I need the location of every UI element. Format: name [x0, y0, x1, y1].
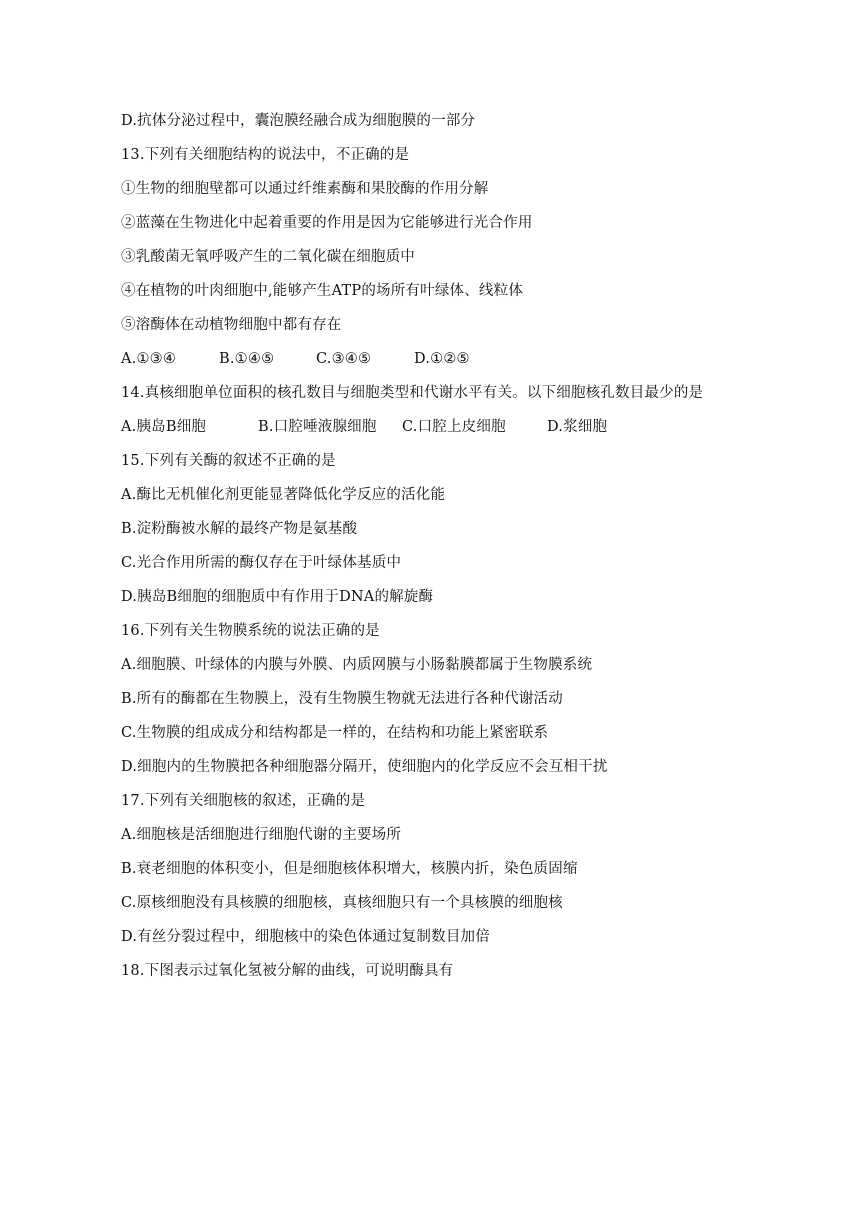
- q14-option-a: A.胰岛B细胞: [121, 419, 207, 435]
- q14-option-b: B.口腔唾液腺细胞: [258, 419, 377, 435]
- q13-options: [121, 349, 470, 369]
- q13-statement-5: ⑤溶酶体在动植物细胞中都有存在: [121, 317, 342, 333]
- q13-statement-2: ②蓝藻在生物进化中起着重要的作用是因为它能够进行光合作用: [121, 215, 533, 231]
- q15-option-c: C.光合作用所需的酶仅存在于叶绿体基质中: [121, 555, 402, 571]
- q14-stem: 14.真核细胞单位面积的核孔数目与细胞类型和代谢水平有关。以下细胞核孔数目最少的是: [121, 385, 704, 401]
- q14-options: [121, 417, 607, 437]
- q15-option-a: A.酶比无机催化剂更能显著降低化学反应的活化能: [121, 487, 446, 503]
- q14-option-c: C.口腔上皮细胞: [402, 419, 506, 435]
- q17-option-c: C.原核细胞没有具核膜的细胞核，真核细胞只有一个具核膜的细胞核: [121, 895, 563, 911]
- q16-option-d: D.细胞内的生物膜把各种细胞器分隔开，使细胞内的化学反应不会互相干扰: [121, 759, 608, 775]
- q17-option-b: B.衰老细胞的体积变小，但是细胞核体积增大，核膜内折，染色质固缩: [121, 861, 578, 877]
- q16-option-c: C.生物膜的组成成分和结构都是一样的，在结构和功能上紧密联系: [121, 725, 549, 741]
- q16-stem: 16.下列有关生物膜系统的说法正确的是: [121, 623, 380, 639]
- q18-stem: 18.下图表示过氧化氢被分解的曲线，可说明酶具有: [121, 963, 454, 979]
- q16-option-b: B.所有的酶都在生物膜上，没有生物膜生物就无法进行各种代谢活动: [121, 691, 563, 707]
- q14-option-d: D.浆细胞: [547, 419, 608, 435]
- q15-option-d: D.胰岛B细胞的细胞质中有作用于DNA的解旋酶: [121, 589, 434, 605]
- q16-option-a: A.细胞膜、叶绿体的内膜与外膜、内质网膜与小肠黏膜都属于生物膜系统: [121, 657, 593, 673]
- q13-statement-3: ③乳酸菌无氧呼吸产生的二氧化碳在细胞质中: [121, 249, 415, 265]
- q17-option-d: D.有丝分裂过程中，细胞核中的染色体通过复制数目加倍: [121, 929, 490, 945]
- q15-option-b: B.淀粉酶被水解的最终产物是氨基酸: [121, 521, 358, 537]
- q15-stem: 15.下列有关酶的叙述不正确的是: [121, 453, 336, 469]
- q13-option-b: B.①④⑤: [219, 351, 275, 367]
- q13-option-d: D.①②⑤: [414, 351, 470, 367]
- q13-option-a: A.①③④: [121, 351, 177, 367]
- q13-stem: 13.下列有关细胞结构的说法中，不正确的是: [121, 147, 410, 163]
- q13-statement-4: ④在植物的叶肉细胞中,能够产生ATP的场所有叶绿体、线粒体: [121, 283, 524, 299]
- q17-option-a: A.细胞核是活细胞进行细胞代谢的主要场所: [121, 827, 402, 843]
- q12-option-d: D.抗体分泌过程中，囊泡膜经融合成为细胞膜的一部分: [121, 113, 476, 129]
- q13-option-c: C.③④⑤: [316, 351, 372, 367]
- q17-stem: 17.下列有关细胞核的叙述，正确的是: [121, 793, 366, 809]
- q13-statement-1: ①生物的细胞壁都可以通过纤维素酶和果胶酶的作用分解: [121, 181, 489, 197]
